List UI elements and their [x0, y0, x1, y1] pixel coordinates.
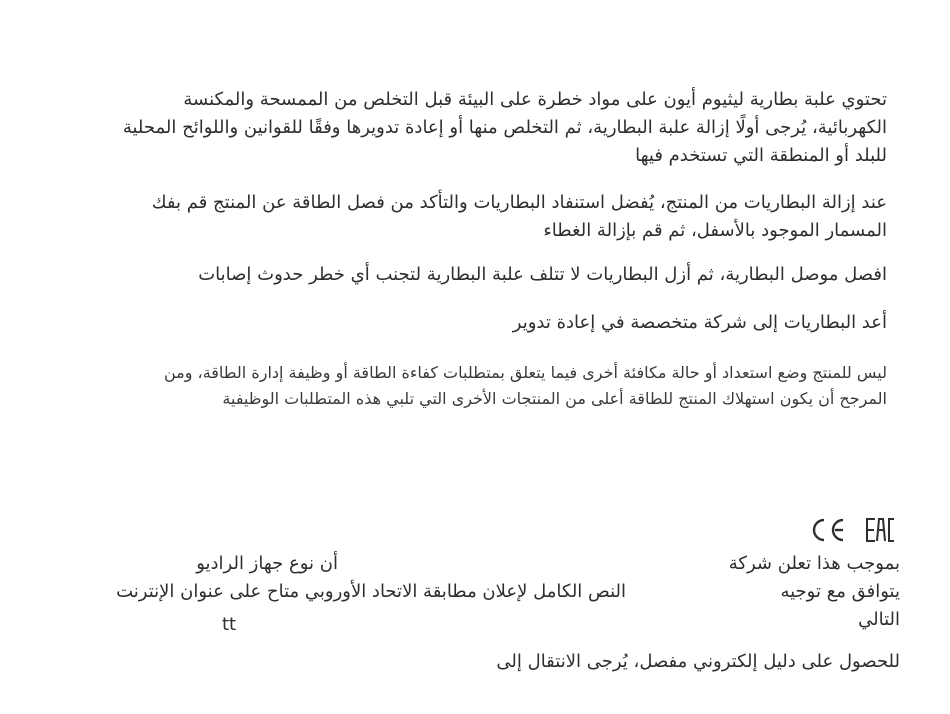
declaration-line: يتوافق مع توجيه: [780, 581, 900, 602]
paragraph-line: المرجح أن يكون استهلاك المنتج للطاقة أعلى من المنتجات الأخرى التي تلبي هذه المتطلبات الوظيفية: [222, 389, 887, 408]
eac-mark-icon: [867, 519, 894, 541]
declaration-line: أن نوع جهاز الراديو: [196, 553, 338, 574]
paragraph-line: المسمار الموجود بالأسفل، ثم قم بإزالة الغطاء: [543, 220, 887, 241]
paragraph-line: ليس للمنتج وضع استعداد أو حالة مكافئة أخرى فيما يتعلق بمتطلبات كفاءة الطاقة أو وظيفة إدارة الطاقة، ومن: [163, 363, 887, 382]
manual-note-line: للحصول على دليل إلكتروني مفصل، يُرجى الانتقال إلى: [496, 651, 900, 672]
declaration-statement: [729, 550, 900, 634]
battery-removal-paragraph: [47, 189, 887, 245]
eu-declaration-full-text: [116, 578, 626, 606]
declaration-line: التالي: [858, 609, 900, 630]
battery-disposal-paragraph: [47, 86, 887, 170]
declaration-line: النص الكامل لإعلان مطابقة الاتحاد الأوروبي متاح على عنوان الإنترنت: [116, 581, 626, 602]
paragraph-line: تحتوي علبة بطارية ليثيوم أيون على مواد خطرة على البيئة قبل التخلص من الممسحة والمكنسة: [183, 89, 887, 110]
declaration-line: بموجب هذا تعلن شركة: [728, 553, 900, 574]
ce-mark-icon: [814, 520, 843, 540]
url-fragment: tt: [222, 614, 237, 635]
certification-marks: [810, 514, 900, 546]
power-mode-paragraph: [47, 360, 887, 412]
disconnect-battery-paragraph: [47, 261, 887, 289]
paragraph-line: أعد البطاريات إلى شركة متخصصة في إعادة تدوير: [512, 312, 887, 333]
radio-equipment-type: [196, 550, 338, 578]
declaration-url: [222, 611, 236, 639]
recycle-paragraph: [47, 309, 887, 337]
paragraph-line: عند إزالة البطاريات من المنتج، يُفضل استنفاد البطاريات والتأكد من فصل الطاقة عن المنتج قم بفك: [151, 192, 887, 213]
electronic-manual-note: [496, 648, 900, 676]
paragraph-line: للبلد أو المنطقة التي تستخدم فيها: [635, 145, 887, 166]
paragraph-line: افصل موصل البطارية، ثم أزل البطاريات لا تتلف علبة البطارية لتجنب أي خطر حدوث إصابات: [198, 264, 887, 285]
certification-marks-graphic: [810, 514, 900, 546]
paragraph-line: الكهربائية، يُرجى أولًا إزالة علبة البطارية، ثم التخلص منها أو إعادة تدويرها وفقًا للقوانين واللوائح المحلية: [122, 117, 887, 138]
